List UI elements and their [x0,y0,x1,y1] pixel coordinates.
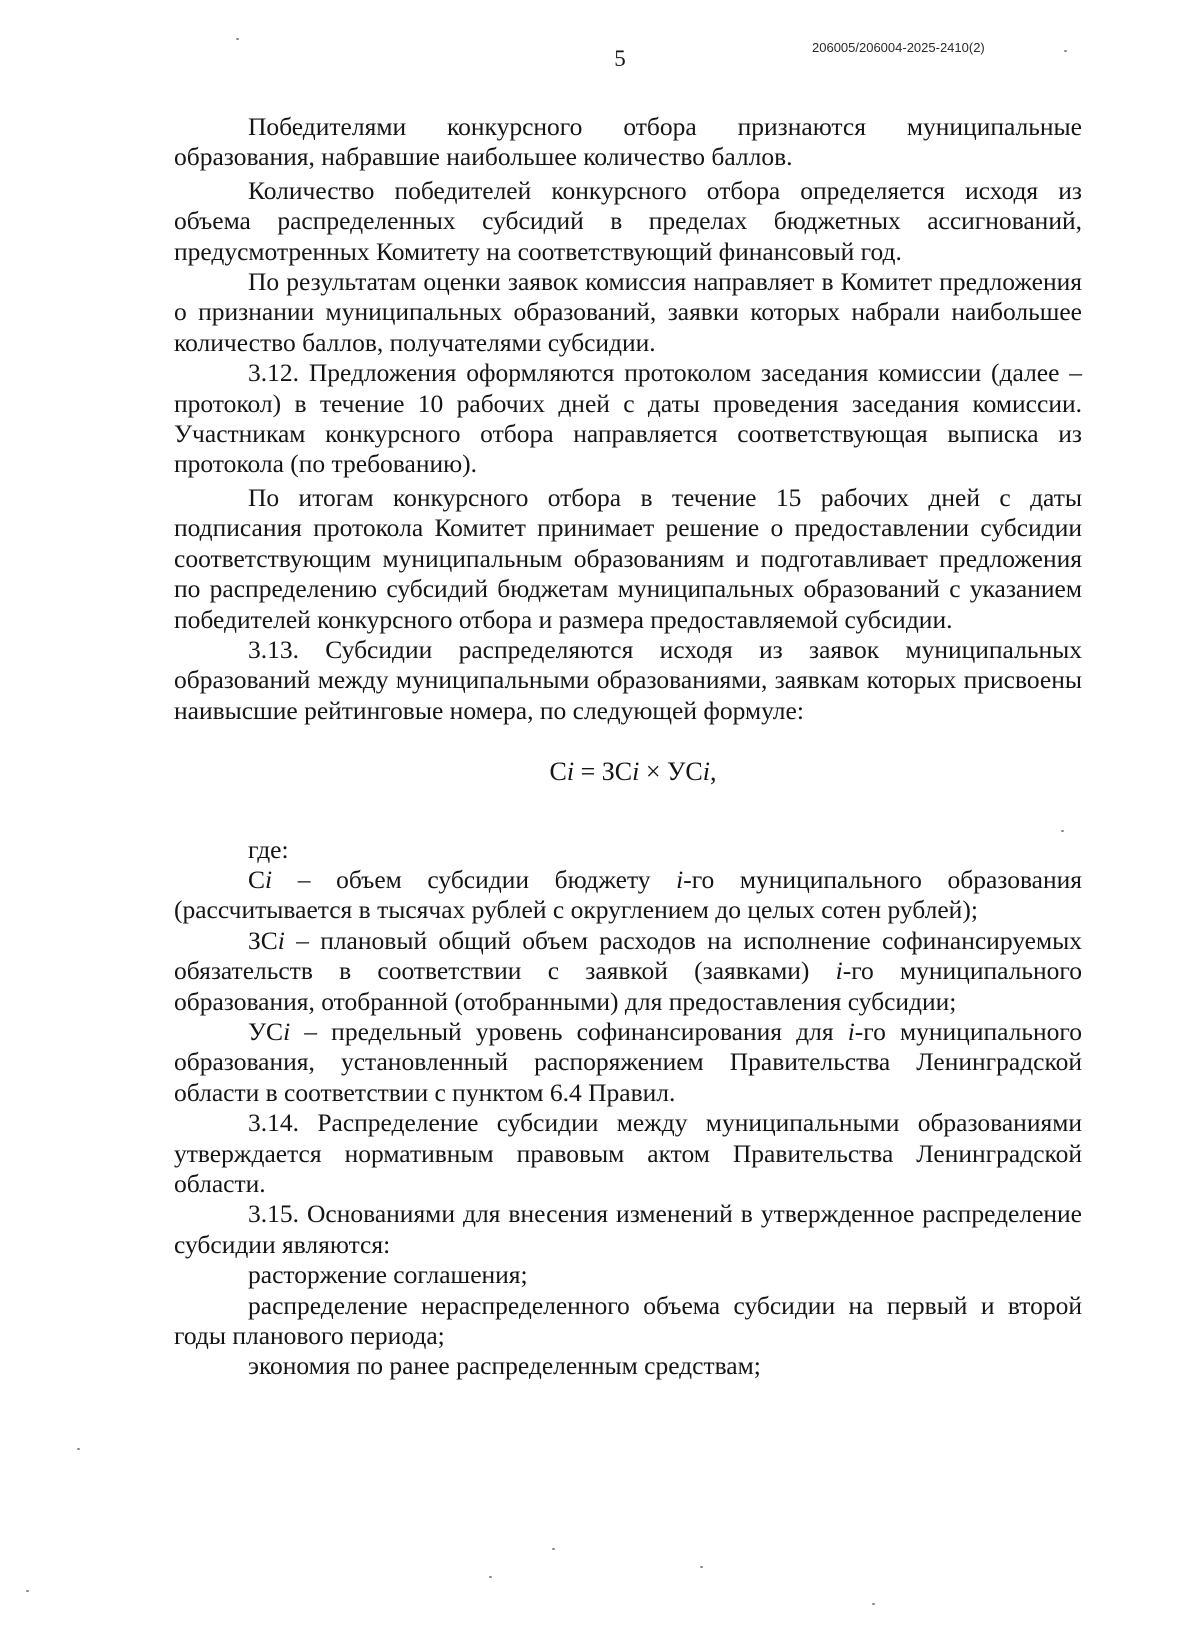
paragraph-selection-results: По итогам конкурсного отбора в течение 15 рабочих дней с даты подписания протокола Комитет принимает решение о предоставлении субсидии соответствующим муниципальным образованиям и подготавливает предложения по распределению субсидий бюджетам муниципальных образований с указанием победителей конкурсного отбора и размера предоставляемой субсидии. [174,482,1082,634]
scan-speck [872,1603,875,1605]
scan-speck [552,1548,555,1550]
definition-zsi-symbol: ЗС [248,925,278,955]
scan-speck [236,38,239,40]
list-item-termination: расторжение соглашения; [248,1260,528,1290]
scan-speck [700,1566,703,1568]
definition-ci-symbol-index: i [265,864,273,894]
definition-zsi [174,926,1082,1017]
document-id: 206005/206004-2025-2410(2) [812,40,985,55]
definition-usi-text-before: – предельный уровень софинансирования для [290,1016,848,1046]
definition-usi-inline-index: i [847,1016,855,1046]
paragraph-winners-count: Количество победителей конкурсного отбора определяется исходя из объема распределенных субсидий в пределах бюджетных ассигнований, предусмотренных Комитету на соответствующий финансовый год. [174,175,1082,266]
formula-mid-index: i [632,757,640,787]
formula-lhs: С [549,757,567,787]
paragraph-evaluation-results: По результатам оценки заявок комиссия направляет в Комитет предложения о признании муниципальных образований, заявки которых набрали наибольшее количество баллов, получателями субсидии. [174,267,1082,357]
formula-rhs-index: i [702,757,710,787]
scan-speck [1061,830,1064,832]
definition-ci-text-before: – объем субсидии бюджету [272,864,677,894]
paragraph-3-12: 3.12. Предложения оформляются протоколом заседания комиссии (далее – протокол) в течение 10 рабочих дней с даты проведения заседания комиссии. Участникам конкурсного отбора направляется соответствующая выписка из протокола (по требованию). [174,358,1082,479]
formula-eq: = ЗС [574,757,633,787]
scan-speck [1064,50,1067,52]
definition-zsi-text-after: -го муниципального образования, отобранной (отобранными) для предоставления субсидии; [174,956,1082,1016]
definition-ci-text-after: -го муниципального образования (рассчитывается в тысячах рублей с округлением до целых сотен рублей); [174,864,1083,925]
definition-ci [174,865,1082,926]
scan-speck [489,1576,492,1578]
definition-usi-symbol: УС [248,1016,284,1046]
scan-speck [77,1448,80,1450]
definition-zsi-text-before: – плановый общий объем расходов на исполнение софинансируемых обязательств в соответствии с заявкой (заявками) [174,925,1082,986]
definition-usi-text-after: -го муниципального образования, установленный распоряжением Правительства Ленинградской области в соответствии с пунктом 6.4 Правил. [174,1016,1082,1107]
page-number: 5 [614,46,626,71]
definition-usi [174,1017,1082,1108]
paragraph-3-14: 3.14. Распределение субсидии между муниципальными образованиями утверждается нормативным правовым актом Правительства Ленинградской области. [174,1108,1082,1198]
list-item-savings: экономия по ранее распределенным средствам; [248,1351,761,1381]
definition-zsi-symbol-index: i [277,925,285,955]
list-item-unallocated: распределение нераспределенного объема субсидии на первый и второй годы планового периода; [174,1290,1082,1351]
formula-times: × УС [639,757,703,787]
definition-zsi-inline-index: i [835,956,843,986]
definition-usi-symbol-index: i [283,1016,291,1046]
document-body [174,112,1082,1382]
paragraph-3-15: 3.15. Основаниями для внесения изменений в утвержденное распределение субсидии являются: [174,1199,1082,1259]
formula-tail: , [710,757,717,787]
paragraph-winners: Победителями конкурсного отбора признаются муниципальные образования, набравшие наибольшее количество баллов. [174,112,1082,172]
formula-lhs-index: i [566,757,575,787]
definition-ci-symbol: С [248,864,266,894]
scan-speck [26,1590,29,1592]
definition-ci-inline-index: i [676,864,684,894]
subsidy-formula [174,757,1082,787]
paragraph-3-13: 3.13. Субсидии распределяются исходя из заявок муниципальных образований между муниципальными образованиями, заявкам которых присвоены наивысшие рейтинговые номера, по следующей формуле: [174,634,1082,725]
where-label: где: [248,834,289,864]
